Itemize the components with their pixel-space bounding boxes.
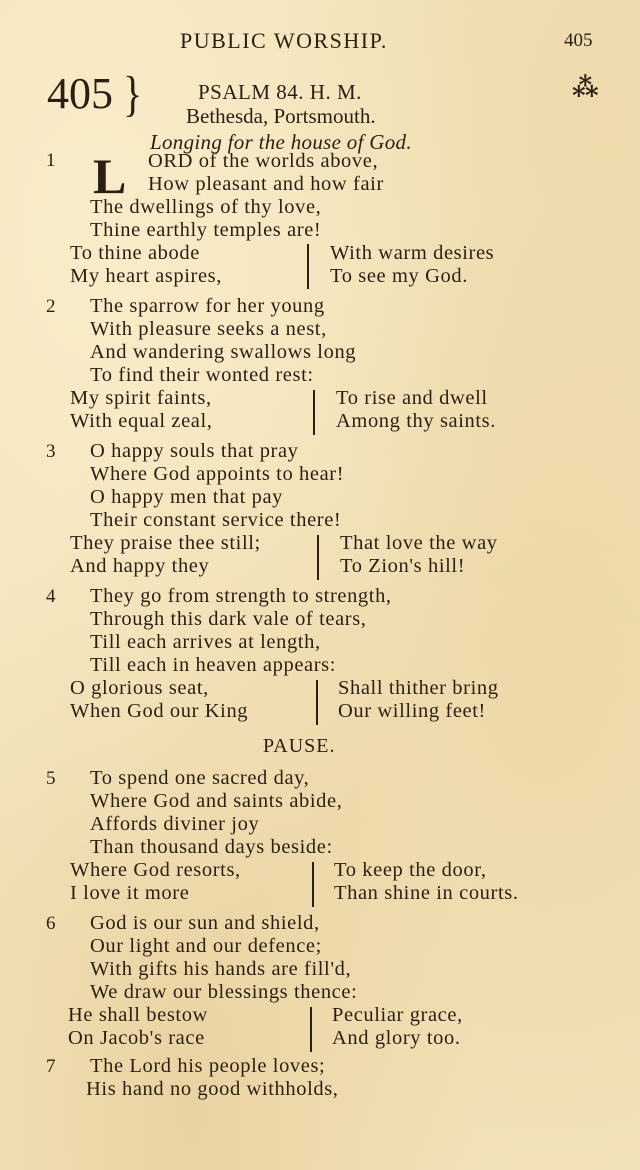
drop-cap: L	[93, 148, 127, 204]
couplet-left: My spirit faints,	[70, 387, 212, 409]
couplet-left: They praise thee still;	[70, 532, 261, 554]
verse-line: Through this dark vale of tears,	[90, 608, 367, 630]
brace-icon: }	[123, 65, 143, 122]
verse-line: Till each arrives at length,	[90, 631, 321, 653]
couplet-right: Peculiar grace,	[332, 1004, 463, 1026]
couplet-divider	[307, 244, 309, 289]
couplet-left: To thine abode	[70, 242, 200, 264]
verse-line: O happy souls that pray	[90, 440, 299, 462]
verse-line: O happy men that pay	[90, 486, 284, 508]
pause-heading: PAUSE.	[263, 735, 336, 757]
couplet-left: He shall bestow	[68, 1004, 208, 1026]
verse-line: The sparrow for her young	[90, 295, 325, 317]
psalm-title: PSALM 84. H. M.	[198, 80, 362, 104]
tune-names: Bethesda, Portsmouth.	[186, 104, 376, 128]
couplet-left: Where God resorts,	[70, 859, 241, 881]
verse-line: To find their wonted rest:	[90, 364, 314, 386]
couplet-left: O glorious seat,	[70, 677, 209, 699]
ornament-icon: ⁂	[572, 73, 599, 102]
verse-line: Where God appoints to hear!	[90, 463, 345, 485]
verse-line: With pleasure seeks a nest,	[90, 318, 327, 340]
couplet-right: Our willing feet!	[338, 700, 486, 722]
couplet-left: With equal zeal,	[70, 410, 213, 432]
verse-line: How pleasant and how fair	[148, 173, 384, 195]
couplet-left: On Jacob's race	[68, 1027, 205, 1049]
couplet-right: Shall thither bring	[338, 677, 499, 699]
couplet-divider	[313, 390, 315, 435]
verse-number: 6	[46, 913, 56, 934]
page-number: 405	[564, 30, 593, 51]
couplet-right: To rise and dwell	[336, 387, 488, 409]
running-head	[0, 28, 640, 58]
verse-line: The dwellings of thy love,	[90, 196, 322, 218]
verse-line: Their constant service there!	[90, 509, 342, 531]
couplet-right: To Zion's hill!	[340, 555, 466, 577]
verse-line: And wandering swallows long	[90, 341, 357, 363]
verse-line: God is our sun and shield,	[90, 912, 320, 934]
verse-line: The Lord his people loves;	[90, 1055, 326, 1077]
verse-line: ORD of the worlds above,	[148, 150, 379, 172]
verse-number: 1	[46, 150, 56, 171]
verse-line: His hand no good withholds,	[86, 1078, 339, 1100]
hymn-subtitle: Longing for the house of God.	[150, 130, 412, 154]
couplet-divider	[312, 862, 314, 907]
verse-line: Thine earthly temples are!	[90, 219, 322, 241]
couplet-divider	[310, 1007, 312, 1052]
couplet-left: When God our King	[70, 700, 249, 722]
couplet-right: And glory too.	[332, 1027, 461, 1049]
couplet-divider	[316, 680, 318, 725]
hymn-number: 405	[47, 69, 113, 118]
verse-number: 4	[46, 586, 56, 607]
couplet-divider	[317, 535, 319, 580]
couplet-right: Among thy saints.	[336, 410, 496, 432]
couplet-right: Than shine in courts.	[334, 882, 519, 904]
couplet-left: And happy they	[70, 555, 210, 577]
verse-line: Our light and our defence;	[90, 935, 322, 957]
verse-line: With gifts his hands are fill'd,	[90, 958, 352, 980]
verse-number: 3	[46, 441, 56, 462]
running-title: PUBLIC WORSHIP.	[180, 28, 388, 53]
couplet-right: To see my God.	[330, 265, 468, 287]
verse-number: 7	[46, 1056, 56, 1077]
couplet-right: With warm desires	[330, 242, 495, 264]
verse-line: We draw our blessings thence:	[90, 981, 358, 1003]
couplet-left: I love it more	[70, 882, 190, 904]
verse-line: Till each in heaven appears:	[90, 654, 337, 676]
verse-number: 2	[46, 296, 56, 317]
verse-line: Affords diviner joy	[90, 813, 260, 835]
verse-number: 5	[46, 768, 56, 789]
couplet-left: My heart aspires,	[70, 265, 222, 287]
verse-line: Where God and saints abide,	[90, 790, 343, 812]
verse-line: Than thousand days beside:	[90, 836, 333, 858]
couplet-right: That love the way	[340, 532, 498, 554]
verse-line: They go from strength to strength,	[90, 585, 392, 607]
verse-line: To spend one sacred day,	[90, 767, 310, 789]
couplet-right: To keep the door,	[334, 859, 487, 881]
